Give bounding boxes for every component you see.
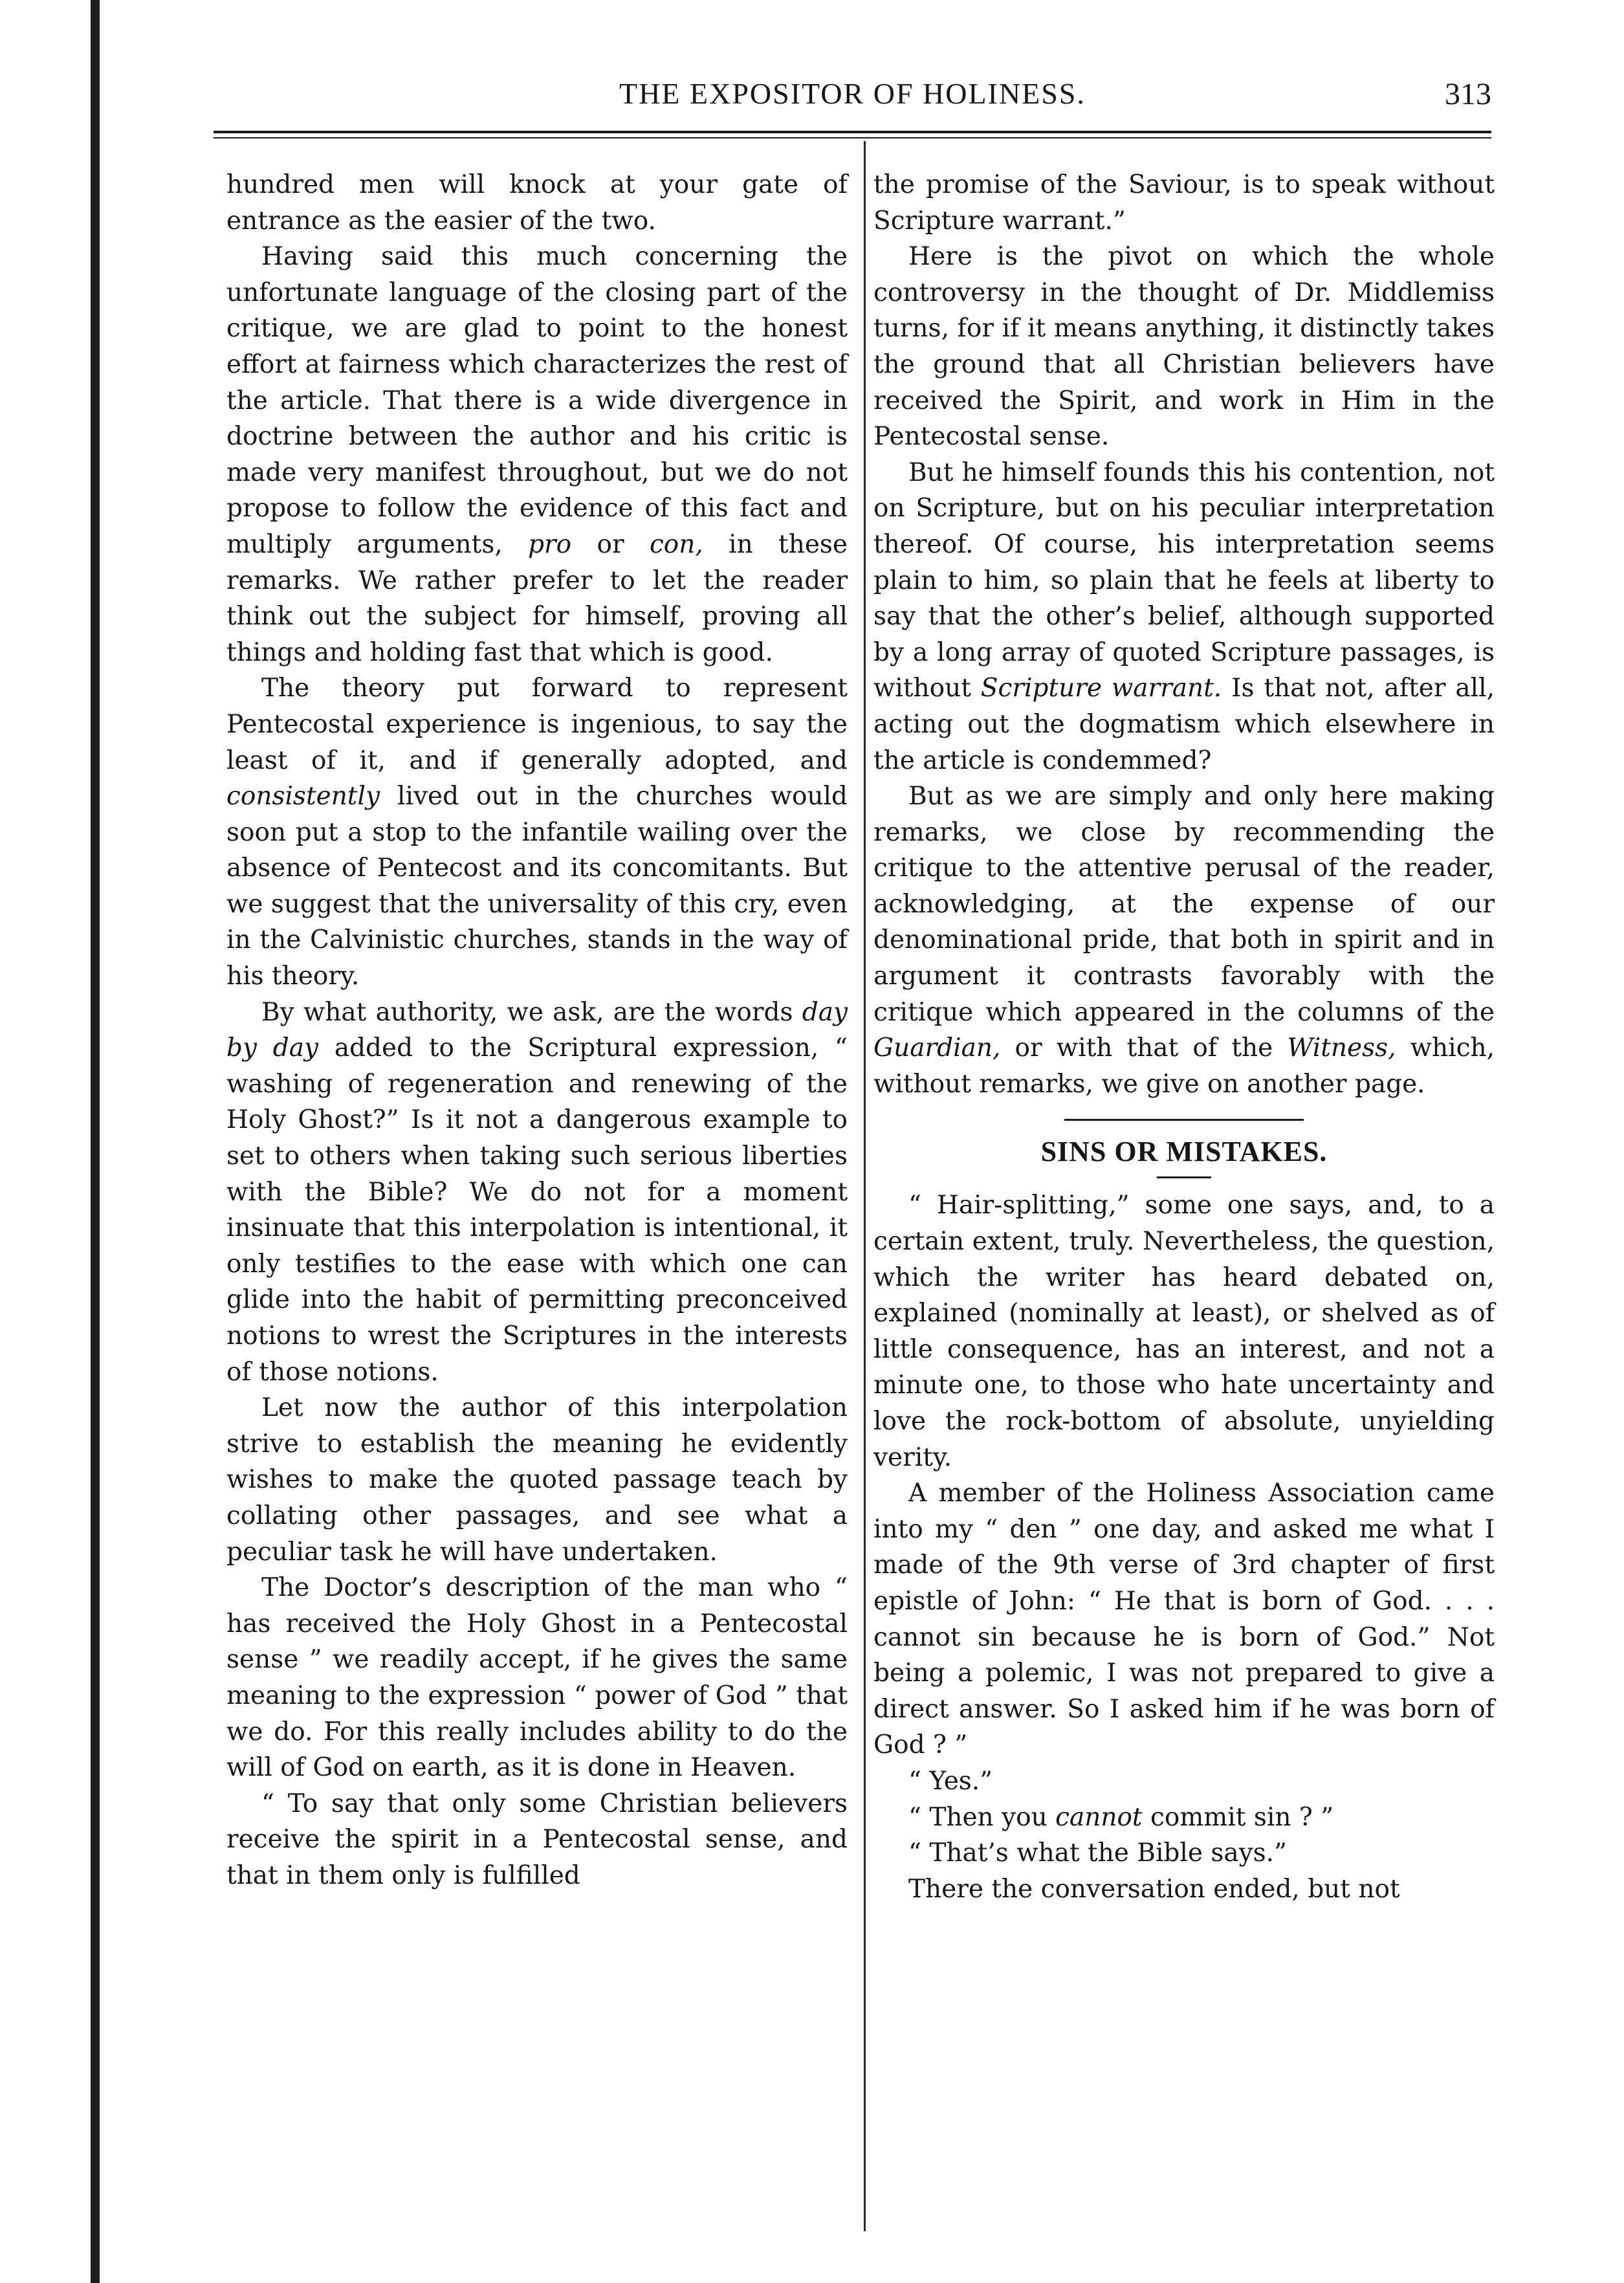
header-rule-thin — [214, 137, 1491, 138]
paragraph: But as we are simply and only here making remarks, we close by recommending the critique to the attentive perusal of the reader, acknowledging, at the expense of our denominational pride, that both in spirit and in argument it contrasts favorably with the critique which appeared in the columns of the Guardian, or with that of the Witness, which, without remarks, we give on another page. — [873, 782, 1495, 1099]
section-heading: SINS OR MISTAKES. — [1040, 1136, 1328, 1168]
dialogue-line: “ That’s what the Bible says.” — [908, 1838, 1287, 1868]
header-rule-thick — [214, 131, 1491, 133]
column-divider — [864, 141, 866, 2231]
paragraph: But he himself founds this his contention, not on Scripture, but on his peculiar interpretation thereof. Of course, his interpretation seems plain to him, so plain that he feels at liberty to say that the other’s belief, although supported by a long array of quoted Scripture passages, is without Scripture warrant. Is that not, after all, acting out the dogmatism which elsewhere in the article is condemmed? — [873, 458, 1495, 775]
dialogue-line: “ Yes.” — [908, 1766, 993, 1796]
binding-edge — [91, 0, 100, 2283]
page-header — [214, 76, 1491, 128]
paragraph: A member of the Holiness Association came into my “ den ” one day, and asked me what I made of the 9th verse of 3rd chapter of first epistle of John: “ He that is born of God. . . . cannot sin because he is born of God.” Not being a polemic, I was not prepared to give a direct answer. So I asked him if he was born of God ? ” — [873, 1479, 1495, 1760]
paragraph: The theory put forward to represent Pentecostal experience is ingenious, to say the least of it, and if generally adopted, and consistently lived out in the churches would soon put a stop to the infantile wailing over the absence of Pentecost and its concomitants. But we suggest that the universality of this cry, even in the Calvinistic churches, stands in the way of his theory. — [226, 674, 848, 991]
section-separator — [1064, 1119, 1304, 1121]
paragraph: Let now the author of this interpolation strive to establish the meaning he evidently wishes to make the quoted passage teach by collating other passages, and see what a peculiar task he will have undertaken. — [226, 1393, 848, 1567]
running-title: THE EXPOSITOR OF HOLINESS. — [619, 77, 1086, 110]
paragraph: “ Hair-splitting,” some one says, and, to a certain extent, truly. Nevertheless, the question, which the writer has heard debated on, explained (nominally at least), or shelved as of little consequence, has an interest, and not a minute one, to those who hate uncertainty and love the rock-bottom of absolute, unyielding verity. — [873, 1191, 1495, 1472]
paragraph: hundred men will knock at your gate of entrance as the easier of the two. — [226, 170, 848, 236]
dialogue-line: “ Then you cannot commit sin ? ” — [908, 1802, 1334, 1832]
paragraph: The Doctor’s description of the man who “ has received the Holy Ghost in a Pentecostal sense ” we readily accept, if he gives the same meaning to the expression “ power of God ” that we do. For this really includes ability to do the will of God on earth, as it is done in Heaven. — [226, 1573, 848, 1783]
paragraph: “ To say that only some Christian believers receive the spirit in a Pentecostal sense, and that in them only is fulfilled — [226, 1789, 848, 1890]
right-column — [873, 167, 1495, 1907]
left-column — [226, 167, 848, 1894]
page-number: 313 — [1445, 77, 1491, 111]
paragraph: the promise of the Saviour, is to speak without Scripture warrant.” — [873, 170, 1495, 236]
paragraph: Here is the pivot on which the whole controversy in the thought of Dr. Middlemiss turns, for if it means anything, it distinctly takes the ground that all Christian believers have received the Spirit, and work in Him in the Pentecostal sense. — [873, 242, 1495, 452]
paragraph: Having said this much concerning the unfortunate language of the closing part of the critique, we are glad to point to the honest effort at fairness which characterizes the rest of the article. That there is a wide divergence in doctrine between the author and his critic is made very manifest throughout, but we do not propose to follow the evidence of this fact and multiply arguments, pro or con, in these remarks. We rather prefer to let the reader think out the subject for himself, proving all things and holding fast that which is good. — [226, 242, 848, 667]
paragraph: By what authority, we ask, are the words day by day added to the Scriptural expression, “ washing of regeneration and renewing of the Holy Ghost?” Is it not a dangerous example to set to others when taking such serious liberties with the Bible? We do not for a moment insinuate that this interpolation is intentional, it only testifies to the ease with which one can glide into the habit of permitting preconceived notions to wrest the Scriptures in the interests of those notions. — [226, 997, 848, 1387]
paragraph: There the conversation ended, but not — [908, 1874, 1400, 1904]
heading-underline — [1157, 1176, 1211, 1178]
